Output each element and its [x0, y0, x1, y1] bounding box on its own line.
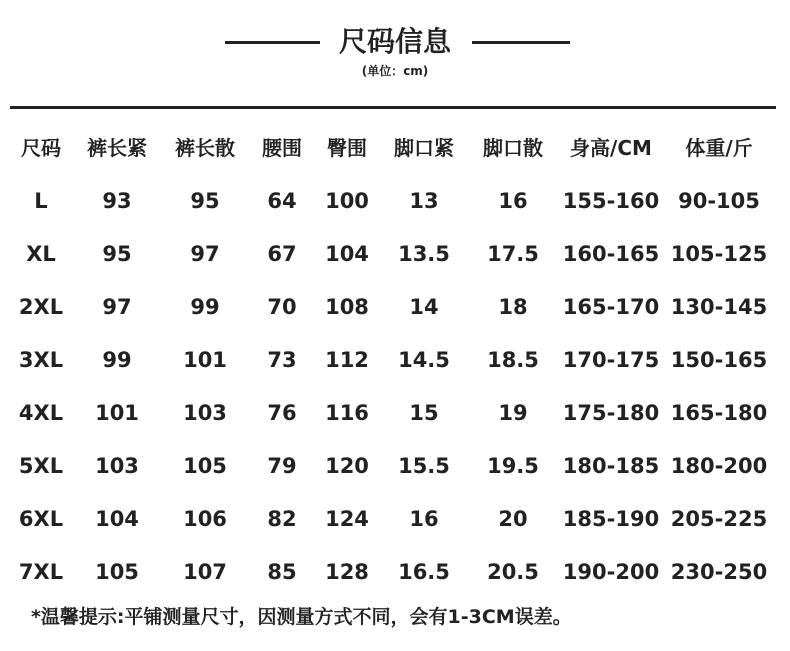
table-cell: 5XL — [18, 454, 64, 478]
table-cell: 97 — [102, 295, 132, 319]
table-cell: 90-105 — [678, 189, 760, 213]
table-cell: 155-160 — [562, 189, 660, 213]
table-row — [0, 493, 790, 546]
table-cell: 120 — [325, 454, 369, 478]
unit-note: (单位：cm) — [361, 64, 429, 78]
header-waist: 腰围 — [262, 136, 302, 160]
header-size: 尺码 — [21, 136, 61, 160]
table-row — [0, 228, 790, 281]
table-cell: 175-180 — [562, 401, 660, 425]
table-row — [0, 440, 790, 493]
table-cell: 170-175 — [562, 348, 660, 372]
page-title: 尺码信息 — [338, 25, 451, 58]
table-cell: 101 — [183, 348, 227, 372]
table-cell: 70 — [267, 295, 297, 319]
table-row — [0, 281, 790, 334]
table-cell: 3XL — [18, 348, 64, 372]
table-cell: L — [34, 189, 48, 213]
table-cell: 7XL — [18, 560, 64, 584]
table-cell: 14 — [409, 295, 439, 319]
table-cell: 79 — [267, 454, 297, 478]
table-cell: 99 — [190, 295, 220, 319]
table-cell: 165-170 — [562, 295, 660, 319]
table-cell: 20 — [498, 507, 528, 531]
table-cell: 180-200 — [670, 454, 768, 478]
table-cell: 4XL — [18, 401, 64, 425]
header-weight: 体重/斤 — [685, 136, 753, 160]
table-cell: 93 — [102, 189, 132, 213]
table-cell: 64 — [267, 189, 297, 213]
table-cell: 16 — [409, 507, 439, 531]
table-cell: 104 — [325, 242, 369, 266]
table-body — [0, 175, 790, 599]
table-cell: 15 — [409, 401, 439, 425]
table-cell: 19 — [498, 401, 528, 425]
divider — [10, 106, 776, 109]
table-cell: 18.5 — [487, 348, 539, 372]
table-cell: 107 — [183, 560, 227, 584]
table-cell: 20.5 — [487, 560, 539, 584]
table-cell: 103 — [95, 454, 139, 478]
title-row — [0, 22, 790, 62]
table-cell: 67 — [267, 242, 297, 266]
table-cell: 104 — [95, 507, 139, 531]
table-cell: 103 — [183, 401, 227, 425]
table-cell: 16 — [498, 189, 528, 213]
table-cell: 97 — [190, 242, 220, 266]
table-cell: 105 — [183, 454, 227, 478]
table-cell: 165-180 — [670, 401, 768, 425]
table-cell: 73 — [267, 348, 297, 372]
table-cell: 76 — [267, 401, 297, 425]
table-row — [0, 387, 790, 440]
table-cell: 116 — [325, 401, 369, 425]
table-cell: 108 — [325, 295, 369, 319]
table-cell: 160-165 — [562, 242, 660, 266]
table-cell: 16.5 — [398, 560, 450, 584]
table-cell: XL — [26, 242, 56, 266]
table-cell: 150-165 — [670, 348, 768, 372]
table-cell: 95 — [190, 189, 220, 213]
table-cell: 105 — [95, 560, 139, 584]
table-cell: 101 — [95, 401, 139, 425]
table-cell: 230-250 — [670, 560, 768, 584]
table-cell: 100 — [325, 189, 369, 213]
header-length-slim: 裤长紧 — [87, 136, 147, 160]
header-hem-loose: 脚口散 — [483, 136, 543, 160]
table-cell: 112 — [325, 348, 369, 372]
table-cell: 106 — [183, 507, 227, 531]
table-cell: 6XL — [18, 507, 64, 531]
table-cell: 2XL — [18, 295, 64, 319]
table-cell: 82 — [267, 507, 297, 531]
table-cell: 13.5 — [398, 242, 450, 266]
table-header-row — [0, 122, 790, 175]
title-right-rule — [472, 41, 570, 44]
table-cell: 124 — [325, 507, 369, 531]
table-cell: 130-145 — [670, 295, 768, 319]
header-hem-slim: 脚口紧 — [394, 136, 454, 160]
header-length-loose: 裤长散 — [175, 136, 235, 160]
table-cell: 128 — [325, 560, 369, 584]
header-hip: 臀围 — [327, 136, 367, 160]
table-cell: 18 — [498, 295, 528, 319]
table-cell: 190-200 — [562, 560, 660, 584]
table-cell: 105-125 — [670, 242, 768, 266]
table-cell: 99 — [102, 348, 132, 372]
table-row — [0, 334, 790, 387]
table-cell: 180-185 — [562, 454, 660, 478]
table-cell: 13 — [409, 189, 439, 213]
header-height: 身高/CM — [570, 136, 652, 160]
size-table — [0, 122, 790, 599]
table-cell: 85 — [267, 560, 297, 584]
table-cell: 19.5 — [487, 454, 539, 478]
table-cell: 17.5 — [487, 242, 539, 266]
table-cell: 14.5 — [398, 348, 450, 372]
table-row — [0, 546, 790, 599]
footer-note: *温馨提示:平铺测量尺寸，因测量方式不同，会有1-3CM误差。 — [31, 606, 572, 628]
table-cell: 185-190 — [562, 507, 660, 531]
table-cell: 95 — [102, 242, 132, 266]
table-cell: 205-225 — [670, 507, 768, 531]
table-row — [0, 175, 790, 228]
table-cell: 15.5 — [398, 454, 450, 478]
